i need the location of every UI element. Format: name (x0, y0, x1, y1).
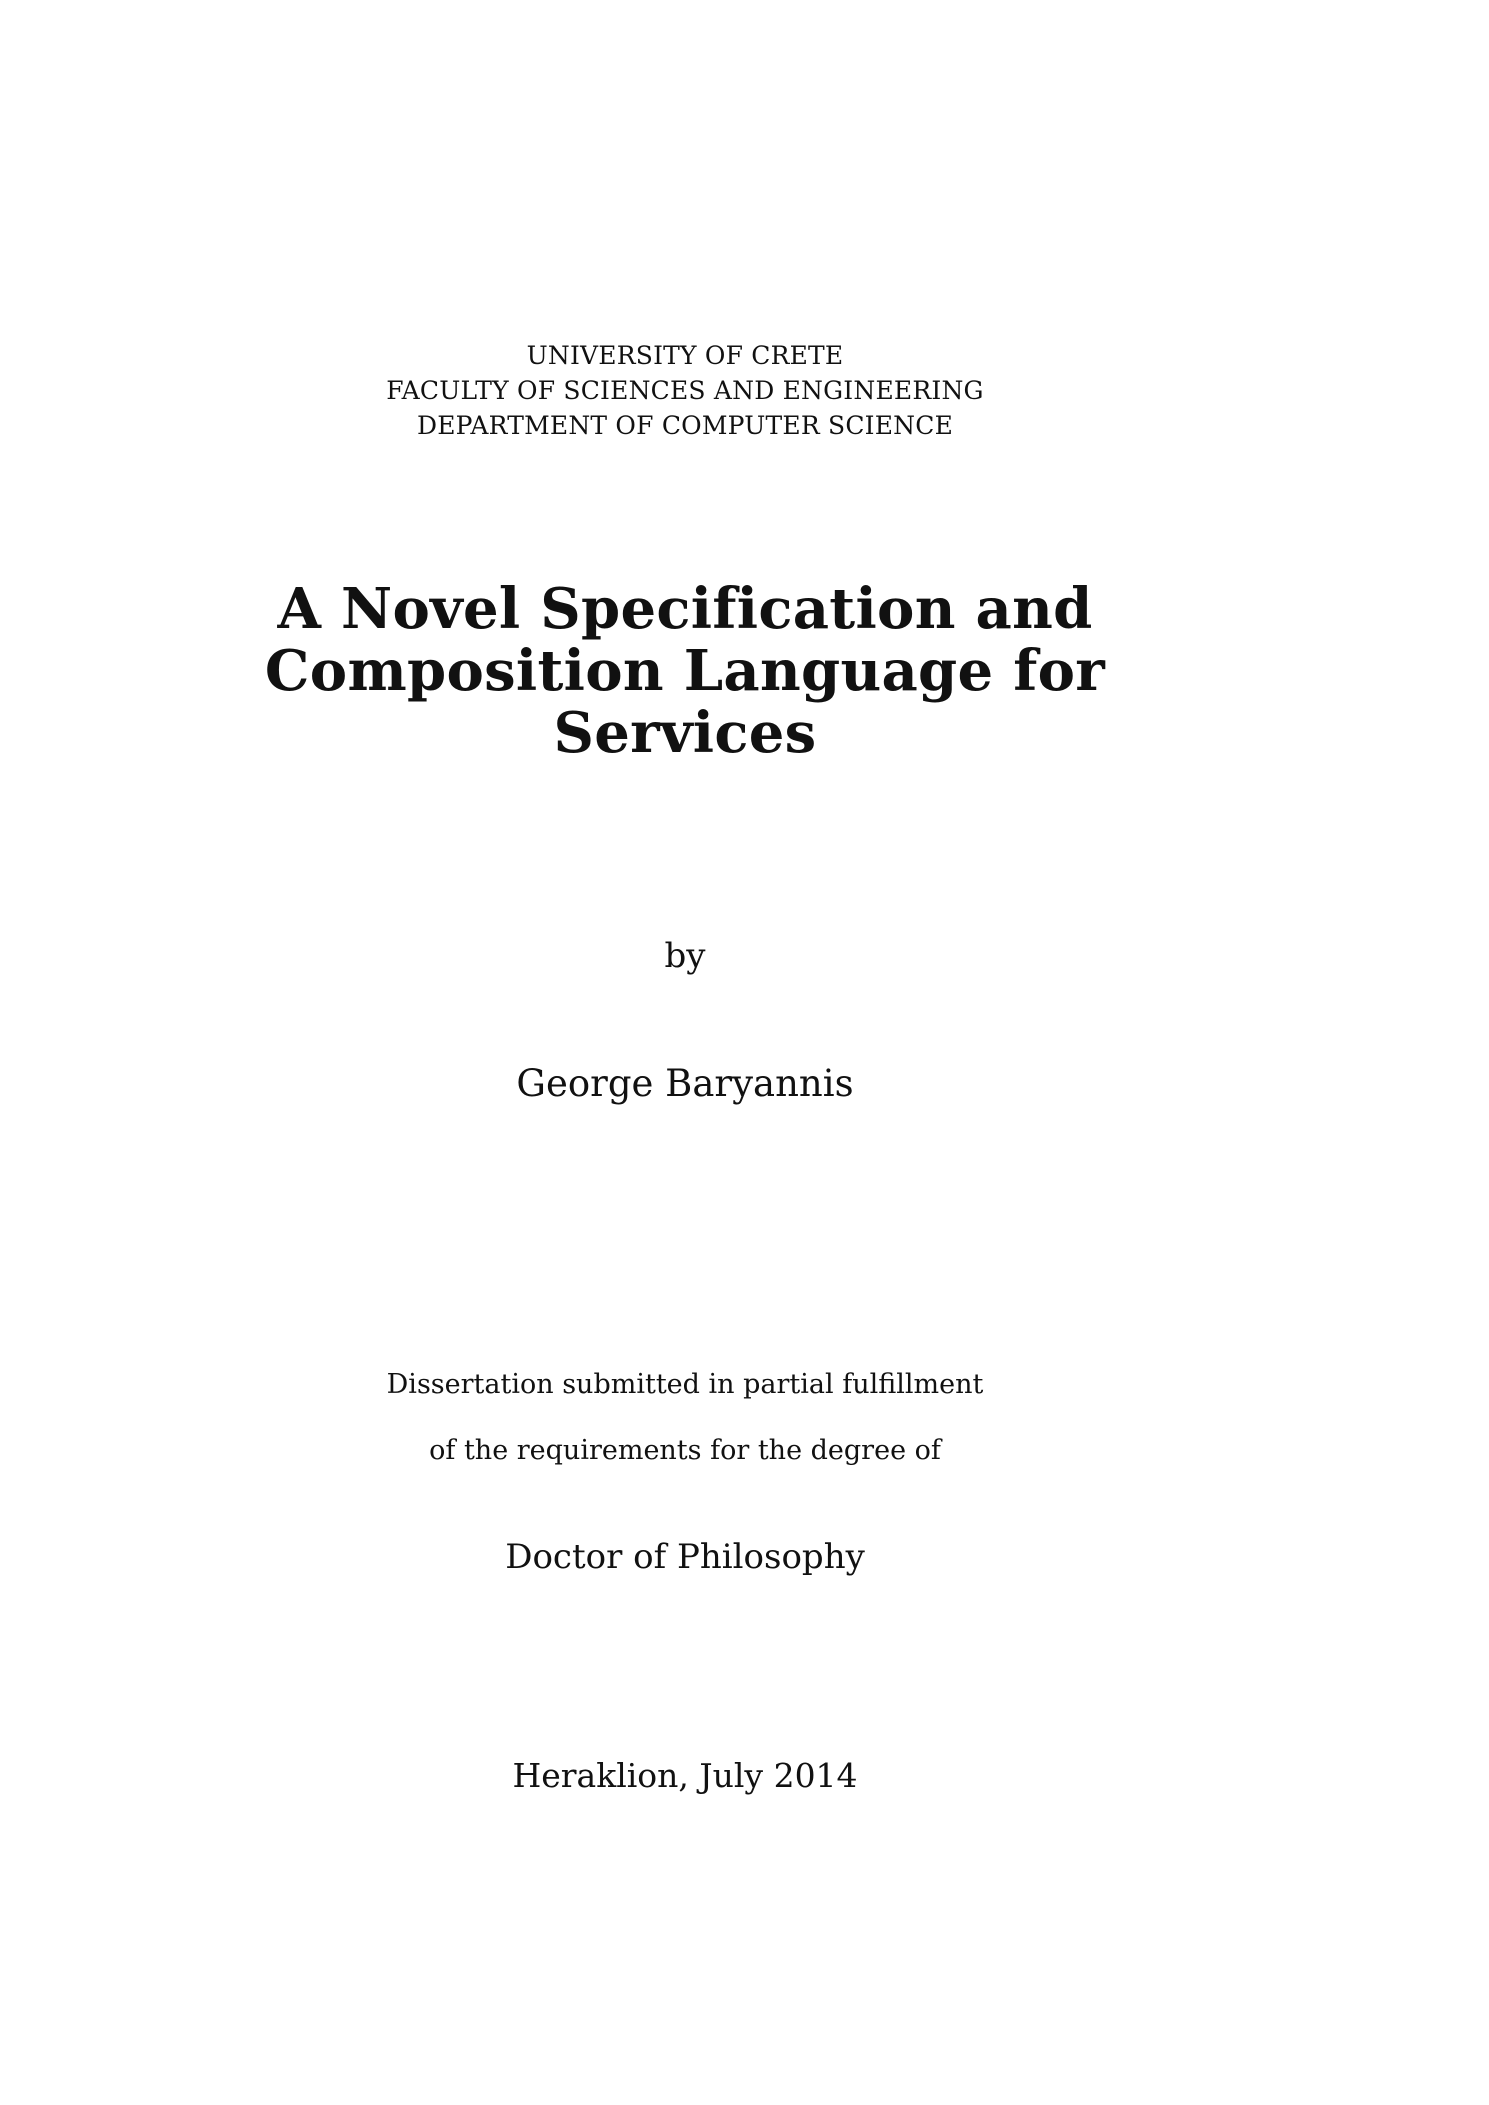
degree-name: Doctor of Philosophy (505, 1537, 865, 1577)
institution-block (245, 338, 1125, 443)
title-line-2: Composition Language for (264, 638, 1106, 704)
statement-line-2: of the requirements for the degree of (429, 1435, 941, 1466)
statement-line-1: Dissertation submitted in partial fulfillment (386, 1369, 984, 1400)
title-line-1: A Novel Specification and (277, 576, 1093, 642)
dissertation-title (245, 578, 1125, 764)
place-and-date: Heraklion, July 2014 (512, 1756, 858, 1795)
by-label: by (664, 936, 706, 976)
faculty-name: FACULTY OF SCIENCES AND ENGINEERING (386, 376, 984, 405)
university-name: UNIVERSITY OF CRETE (526, 341, 844, 370)
department-name: DEPARTMENT OF COMPUTER SCIENCE (416, 411, 954, 440)
title-line-3: Services (553, 700, 817, 766)
author-name: George Baryannis (516, 1062, 854, 1105)
dissertation-statement (245, 1352, 1125, 1484)
